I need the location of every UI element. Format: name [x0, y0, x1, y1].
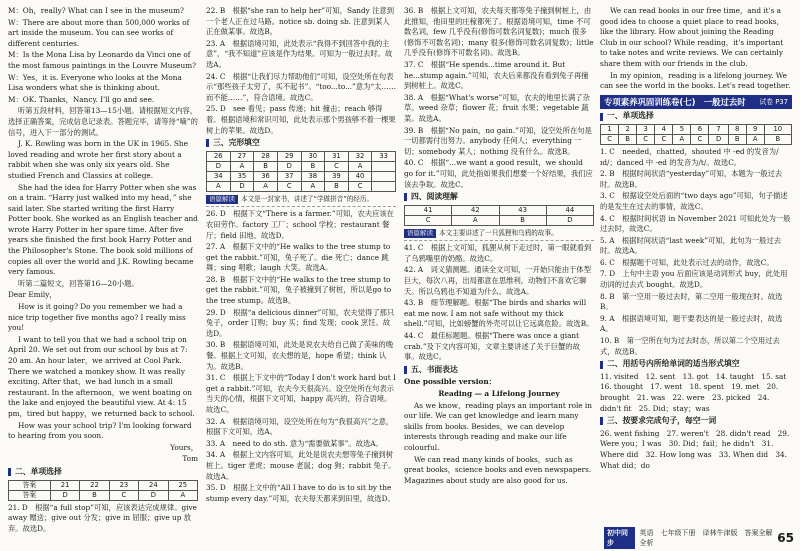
fill-answers: 11. visited 12. sent 13. got 14. taught 15. sat 16. thought 17. went 18. spent 19. met 20. brought 21. was 22. were 23. picked 24. didn't fit 25. Did；stay；was	[600, 371, 794, 413]
essay-paragraph: As we know，reading plays an important role in our life. We can get knowledge and learn many skills from books. Besides，we can develop interests through reading and make our life colourful.	[404, 400, 592, 452]
table-cell: 41	[405, 205, 452, 215]
explanation: 36. B 根据上文可知，农夫每天都等兔子撞到树桩上，由此推知，他田里的庄稼都死了。根据语境可知，time 不可数名词，few 几乎没有(修饰可数名词复数)；much 很多(修饰不可数名词)；many 很多(修饰可数名词复数)；little 几乎没有(修饰不可数名词)。故选B。	[404, 6, 594, 58]
explanation: 4. C 根据时间状语 in November 2021 可知此处为一般过去时，故选C。	[600, 213, 791, 234]
essay-paragraph: In my opinion，reading is a lifelong journey. We can see the world in the books. Let's read together.	[600, 70, 791, 91]
listening-instruction: 听第五段材料，回答第13—15小题。请根据短文内容，选择正确答案，完成信息记录表。答题完毕，请等待“嘀”的信号，进入下一部分的测试。	[8, 106, 198, 137]
explanation: 10. B 第一空所在句为过去时态，所以第二个空用过去式，故选B。	[600, 336, 780, 356]
table-cell: B	[80, 490, 109, 500]
table-cell: 39	[325, 171, 349, 181]
explanation: 33. A need to do sth. 意为“需要做某事”。故选A。	[206, 438, 383, 448]
letter-signature: Tom	[182, 454, 198, 464]
section-title: 二、单项选择	[15, 466, 62, 476]
table-cell: 43	[499, 205, 546, 215]
table-cell: C	[109, 490, 138, 500]
section-heading	[206, 138, 396, 149]
divider	[206, 206, 396, 207]
listening-instruction: 听第二篇短文，回答第16—20小题。	[18, 278, 139, 288]
passage-tag: 语篇解读	[206, 195, 238, 204]
explanation: 39. B 根据“No pain，no gain.”可知，设空处所在句是一切都需付出努力。anybody 任何人；everything 一切；somebody 某人；nothing 没有什么。故选B。	[404, 125, 592, 156]
dialogue-line: M：OK. Thanks，Nancy. I'll go and see.	[8, 94, 155, 104]
table-cell: D	[546, 215, 593, 225]
section-heading	[600, 359, 792, 370]
page-footer	[604, 530, 794, 546]
paragraph: She had the idea for Harry Potter when she was on a train. “Harry just walked into my head，” she said later. She started writing the first Harry Potter book. She worked as an English teacher and wrote Harry Potter in her spare time. After five years she finished the first book Harry Potter and the Philosopher's Stone. The book sold millions of copies all over the world and J.K. Rowling became very famous.	[8, 182, 198, 277]
passage-note-text: 本文主要讲述了一只狐狸和乌鸦的故事。	[439, 228, 558, 237]
table-cell: 4	[655, 124, 673, 134]
table-cell: A	[348, 161, 372, 171]
section-title: 四、阅读理解	[411, 192, 458, 202]
explanation: 43. B 细节理解题。根据“The birds and sharks will eat me now. I am not safe without my thick shell.”可知，比如螃蟹的外壳可以让它远离危险。故选B。	[404, 298, 594, 329]
table-cell: B	[619, 134, 637, 144]
explanation: 7. D 上句中主语 you 后面应该是动词形式 buy，此处用动词的过去式 bought。故选D。	[600, 269, 788, 290]
answer-table	[8, 480, 198, 501]
explanation: 29. D 根据“a delicious dinner”可知，农夫觉得了那只兔子，order 订购；buy 买；find 发现；cook 烹饪。故选D。	[206, 307, 395, 338]
table-cell: 2	[619, 124, 637, 134]
section-heading	[600, 416, 792, 427]
column-3	[404, 6, 594, 487]
answer-table	[206, 151, 396, 192]
explanation: 8. B 第一空用一般过去时，第二空用一般现在时。故选B。	[600, 291, 783, 312]
table-cell: 21	[50, 480, 79, 490]
essay-paragraph: We can read many kinds of books，such as great books，science books and even newspapers. Magazines about study are also good for us.	[404, 454, 592, 485]
section-heading	[600, 111, 792, 122]
table-cell: B	[764, 134, 791, 144]
table-cell: D	[709, 134, 728, 144]
section-heading	[8, 467, 198, 478]
table-cell: 23	[109, 480, 138, 490]
letter-greeting: Dear Emily，	[8, 290, 57, 300]
dialogue-line: W：Yes，it is. Everyone who looks at the Mona Lisa wonders what she is thinking about.	[8, 72, 182, 93]
table-cell: C	[325, 161, 349, 171]
table-cell: 30	[301, 151, 325, 161]
explanation: 5. A 根据时间状语“last week”可知，此句为一般过去时。故选A。	[600, 235, 782, 256]
answer-table	[404, 205, 594, 226]
table-cell: 9	[746, 124, 764, 134]
table-cell: 37	[277, 171, 301, 181]
table-cell: C	[348, 181, 372, 191]
table-cell: A	[301, 181, 325, 191]
table-cell: 29	[277, 151, 301, 161]
table-cell: C	[601, 134, 619, 144]
table-cell: C	[655, 134, 673, 144]
table-cell: 24	[139, 480, 168, 490]
table-cell: 6	[691, 124, 709, 134]
section-heading	[404, 192, 594, 203]
section-title: 三、按要求完成句子，每空一词	[607, 416, 717, 426]
table-cell: D	[139, 490, 168, 500]
table-cell: 38	[301, 171, 325, 181]
explanation: 2. B 根据时间状语“yesterday”可知，本题为一般过去时。故选B。	[600, 169, 783, 189]
dialogue-line: M：Oh，really? What can I see in the museum?	[8, 6, 184, 15]
divider	[404, 240, 594, 241]
table-cell: 40	[348, 171, 372, 181]
paragraph: I want to tell you that we had a school trip on April 20. We set out from our school by bus at 7: 20 am. An hour later，we arrived at Cool Park. There we watched a monkey show. It was really exciting. After that，we had lunch in a small restaurant. In the afternoon，we went boating on the lake and enjoyed the beautiful view. At 4: 15 pm，tired but happy，we returned back to school.	[8, 334, 195, 418]
dialogue-line: M：Is the Mona Lisa by Leonardo da Vinci one of the most famous paintings in the Louvre Museum?	[8, 50, 197, 70]
table-cell: 27	[230, 151, 254, 161]
paragraph: How was your school trip? I'm looking forward to hearing from you soon.	[8, 420, 192, 441]
section-marker	[600, 361, 603, 369]
section-marker	[404, 366, 407, 374]
paper-icon	[748, 97, 757, 106]
table-cell: C	[405, 215, 452, 225]
table-cell: 26	[207, 151, 231, 161]
table-cell: 44	[546, 205, 593, 215]
table-cell: 1	[601, 124, 619, 134]
table-cell: A	[168, 490, 197, 500]
footer-text: 英语 七年级下册 译林牛津版 答案全解全析	[639, 529, 773, 547]
page-number: 65	[777, 531, 794, 545]
section-marker	[404, 193, 407, 201]
table-cell: A	[746, 134, 764, 144]
section-marker	[8, 468, 11, 476]
explanation: 31. C 根据上下文中的“Today I don't work hard but I get a rabbit.”可知，农夫今天很高兴。设空处所在句表示当天的心情，根据下文可知，happy 高兴的，符合语境。故选C。	[206, 373, 396, 414]
column-4	[600, 6, 792, 472]
table-cell: B	[325, 181, 349, 191]
table-cell: 8	[728, 124, 746, 134]
table-cell: 3	[637, 124, 655, 134]
banner-title: 专项素养巩固训练卷(七) 一般过去时	[604, 96, 746, 107]
table-cell: B	[301, 161, 325, 171]
explanation: 24. C 根据“让我们尽力帮助他们”可知，设空处所在句表示“那些孩子太穷了，买不起书”。“too...to...”意为“太……而不能……”，符合语境。故选C。	[206, 71, 396, 102]
table-cell	[372, 181, 396, 191]
section-marker	[206, 139, 209, 147]
explanation: 37. C 根据“He spends...time around it. But he...stump again.”可知，农夫后来都没有看到兔子再撞到树桩上。故选C。	[404, 59, 589, 91]
table-cell: C	[691, 134, 709, 144]
table-cell: 25	[168, 480, 197, 490]
paragraph: J. K. Rowling was born in the UK in 1965. She loved reading and wrote her first story about a rabbit when she was only six years old. She studied French and Classics at college.	[8, 139, 188, 180]
column-2	[206, 6, 396, 505]
table-cell: A	[254, 181, 278, 191]
section-heading	[404, 365, 594, 376]
passage-tag: 语篇解读	[404, 229, 436, 238]
explanation: 34. A 根据上文内容可知，此处是说农夫想等兔子撞到树桩上。tiger 老虎；mouse 老鼠；dog 狗；rabbit 兔子。故选A。	[206, 450, 396, 481]
explanation: 32. A 根据语境可知，设空处所在句为“我很高兴”之意，根据下文可知，选A。	[206, 416, 394, 437]
section-marker	[600, 113, 603, 121]
explanation: 22. B 根据“she ran to help her”可知，Sandy 注意到一个老人正在过马路。notice sb. doing sb. 注意到某人正在做某事。故选B。	[206, 6, 395, 37]
explanation: 38. A 根据“What's worse”可知，农夫的地里长满了杂草。weed 杂草；flower 花；fruit 水果；vegetable 蔬菜。故选A。	[404, 92, 590, 123]
table-cell: 答案	[9, 490, 51, 500]
explanation: 25. D see 看见；pass 传递；hit 撞击；reach 够得着。根据语境和常识可知，此处表示那个男孩够不着一棵果树上的苹果。故选D。	[206, 104, 396, 135]
letter-closing: Yours，	[170, 442, 198, 452]
section-marker	[600, 417, 603, 425]
banner-page-ref	[748, 97, 788, 108]
column-1	[8, 6, 198, 535]
table-cell: 7	[709, 124, 728, 134]
table-cell: 33	[372, 151, 396, 161]
passage-note	[206, 194, 396, 205]
explanation: 9. A 根据语境可知，题干要表达的是一般过去时，故选A。	[600, 313, 783, 334]
explanation: 26. D 根据下文“There is a farmer.”可知，农夫应该在农田劳作。factory 工厂；school 学校；restaurant 餐厅；field 田地。故选D。	[206, 209, 394, 240]
table-cell: 36	[254, 171, 278, 181]
section-title: 二、用括号内所给单词的适当形式填空	[607, 359, 740, 369]
table-cell	[372, 171, 396, 181]
sample-label: One possible version：	[404, 377, 496, 387]
explanation: 30. B 根据语境可知，此处是说农夫给自己做了美味的晚餐。根据上文可知，农夫想的是，hope 希望；think 认为。故选B。	[206, 340, 394, 371]
explanation: 23. A 根据语境可知，此处表示“我得不到回答中我的主意”，“我不知道”应该是作为结果。可知为一般过去时。故选A。	[206, 38, 393, 69]
banner-page-text: 试卷 P37	[759, 97, 788, 106]
table-cell: 31	[325, 151, 349, 161]
answer-table	[600, 124, 792, 145]
explanation: 3. C 根据设空处后面的“two days ago”可知，句子描述的是发生在过去的事情，故选C。	[600, 191, 788, 211]
essay-paragraph: We can read books in our free time，and it's a good idea to choose a quiet place to read books，like the library. How about joining the Reading Club in our school? While reading，it's important to take notes and write reviews. We can certainly share them with our friends in the club.	[600, 6, 784, 68]
table-cell: A	[207, 181, 231, 191]
table-cell: A	[452, 215, 499, 225]
table-cell: D	[207, 161, 231, 171]
explanation: 40. C 根据“...we want a good result，we should go for it.”可知，此处指如果我们想要一个好结果，我们应该去争取。故选C。	[404, 158, 593, 189]
table-cell: 35	[230, 171, 254, 181]
passage-note-text: 本文是一封家书，讲述了“学做拼音”的经历。	[241, 194, 374, 203]
table-cell: D	[230, 181, 254, 191]
table-cell: D	[50, 490, 79, 500]
essay-title: Reading — a Lifelong Journey	[438, 389, 560, 398]
explanation: 27. A 根据下文中的“He walks to the tree stump to get the rabbit.”可知，兔子死了。die 死亡；dance 跳舞；sing 唱歌；laugh 大笑。故选A。	[206, 242, 391, 273]
table-cell: 22	[80, 480, 109, 490]
table-cell: A	[673, 134, 691, 144]
dialogue-line: W：There are about more than 500,000 works of art inside the museum. You can see works of different centuries.	[8, 17, 190, 48]
explanation: 28. B 根据下文中的“He walks to the tree stump to get the rabbit.”可知，兔子被撞到了树桩，所以是go to the tree stump。故选B。	[206, 274, 392, 306]
footer-brand: 初中同步	[604, 527, 635, 549]
section-title: 五、书面表达	[411, 364, 458, 374]
table-cell: C	[637, 134, 655, 144]
table-cell: B	[499, 215, 546, 225]
unit-banner	[600, 95, 792, 110]
table-cell: D	[277, 161, 301, 171]
section-title: 一、单项选择	[607, 111, 654, 121]
table-cell: 42	[452, 205, 499, 215]
table-cell	[372, 161, 396, 171]
explanation: 41. C 根据上文可知，狐狸从树下走过时，第一眼就看到了乌鸦嘴里的奶酪。故选C。	[404, 243, 592, 263]
paragraph: How is it going? Do you remember we had a nice trip together five months ago? I really miss you!	[8, 302, 186, 333]
table-cell: 5	[673, 124, 691, 134]
table-cell: B	[728, 134, 746, 144]
table-cell: 10	[764, 124, 791, 134]
table-cell: A	[230, 161, 254, 171]
table-cell: C	[277, 181, 301, 191]
section-title: 三、完形填空	[213, 138, 260, 148]
explanation: 44. C 最佳标题题。根据“There was once a giant crab.”及下文内容可知，文章主要讲述了关于巨蟹的故事。故选C。	[404, 331, 580, 362]
fill-answers: 26. went fishing 27. weren't 28. didn't read 29. Were you；I was 30. Did；fail；he didn't 31. Where did 32. How long was 33. When did 34. What did；do	[600, 428, 790, 470]
table-cell: 答案	[9, 480, 51, 490]
explanation: 1. C needed，chatted，shouted 中 -ed 的发音为/ɪd/；danced 中 -ed 的发音为/t/。故选C。	[600, 146, 779, 167]
explanation: 42. A 词义猜测题。通读全文可知，一开始只能由于体型巨大，每次八再，出局都意在思维利，动物们不喜欢它聊天。所以乌鸦也不知道为什么。故选A。	[404, 265, 592, 296]
table-cell: B	[254, 161, 278, 171]
table-cell: 34	[207, 171, 231, 181]
explanation: 21. D 根据“a full stop”可知，应该表达完成规律。give away 赠送；give out 分发；give in 屈服；give up 放弃。故选D。	[8, 502, 197, 533]
table-cell: 28	[254, 151, 278, 161]
passage-note	[404, 228, 594, 239]
explanation: 35. D 根据上文中的“All I have to do is to sit by the stump every day.”可知，农夫每天都来到田里，故选D。	[206, 483, 395, 503]
table-cell: 32	[348, 151, 372, 161]
explanation: 6. C 根据题干可知，此处表示过去的动作，故选C。	[600, 257, 774, 267]
